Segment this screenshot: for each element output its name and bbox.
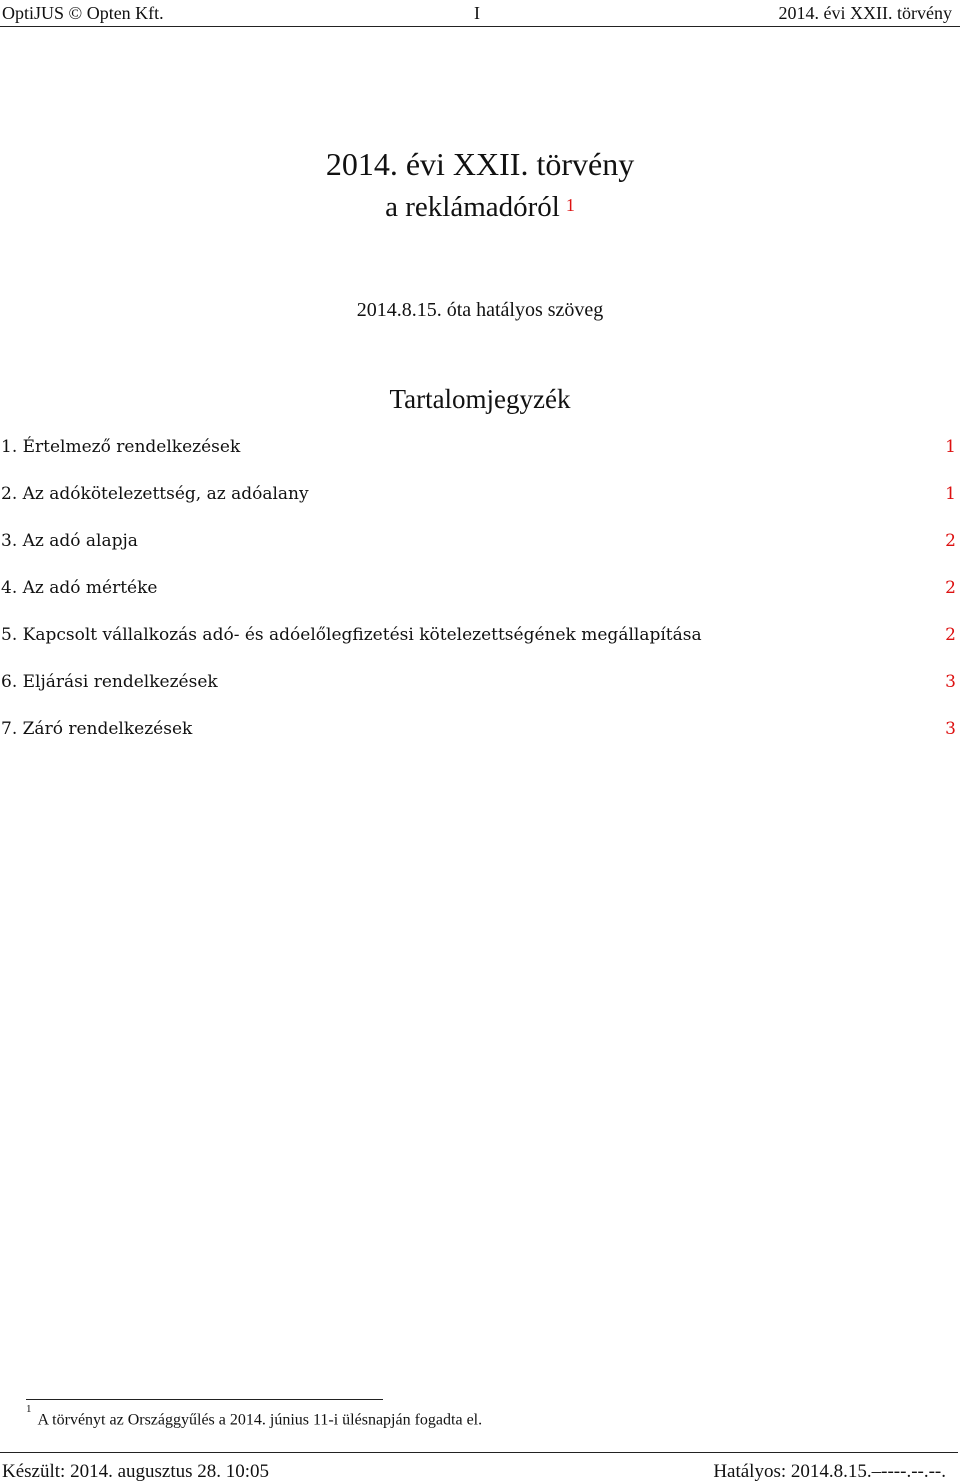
toc-item-label: 4. Az adó mértéke	[1, 578, 158, 598]
page-header	[0, 0, 960, 27]
toc-item[interactable]	[0, 621, 960, 668]
toc-page-link[interactable]: 2	[945, 578, 956, 598]
toc-item-label: 3. Az adó alapja	[1, 531, 138, 551]
header-law-title: 2014. évi XXII. törvény	[778, 3, 952, 23]
footnote-text: A törvényt az Országgyűlés a 2014. június 11-i ülésnapján fogadta el.	[37, 1411, 483, 1429]
toc-item-label: 1. Értelmező rendelkezések	[1, 437, 241, 457]
toc-item[interactable]	[0, 668, 960, 715]
toc-item-label: 5. Kapcsolt vállalkozás adó- és adóelőlegfizetési kötelezettségének megállapítása	[1, 625, 702, 645]
footer-divider	[0, 1452, 958, 1453]
footnote-link[interactable]: 1	[565, 195, 575, 215]
toc-page-link[interactable]: 2	[945, 531, 956, 551]
toc-item[interactable]	[0, 574, 960, 621]
toc-page-link[interactable]: 3	[945, 672, 956, 692]
law-title: 2014. évi XXII. törvény	[325, 146, 635, 182]
header-page-number: I	[474, 3, 480, 23]
toc-page-link[interactable]: 3	[945, 719, 956, 739]
header-publisher: OptiJUS © Opten Kft.	[2, 3, 164, 23]
toc-item-label: 7. Záró rendelkezések	[1, 719, 193, 739]
law-subtitle-text: a reklámadóról	[385, 191, 560, 223]
effective-date: 2014.8.15. óta hatályos szöveg	[356, 299, 604, 321]
toc-page-link[interactable]: 1	[945, 484, 956, 504]
toc-item[interactable]	[0, 480, 960, 527]
toc-item[interactable]	[0, 527, 960, 574]
footer-created: Készült: 2014. augusztus 28. 10:05	[2, 1461, 270, 1482]
toc-page-link[interactable]: 2	[945, 625, 956, 645]
toc-item-label: 2. Az adókötelezettség, az adóalany	[1, 484, 309, 504]
toc-page-link[interactable]: 1	[945, 437, 956, 457]
toc-item[interactable]	[0, 433, 960, 480]
toc-item-label: 6. Eljárási rendelkezések	[1, 672, 218, 692]
table-of-contents	[0, 433, 960, 762]
footnote	[26, 1404, 482, 1431]
law-subtitle	[0, 188, 960, 226]
footer-effective: Hatályos: 2014.8.15.–----.--.--.	[713, 1461, 946, 1482]
footnote-mark: 1	[26, 1403, 32, 1415]
footnote-divider	[26, 1399, 383, 1400]
toc-heading: Tartalomjegyzék	[389, 384, 571, 414]
toc-item[interactable]	[0, 715, 960, 762]
